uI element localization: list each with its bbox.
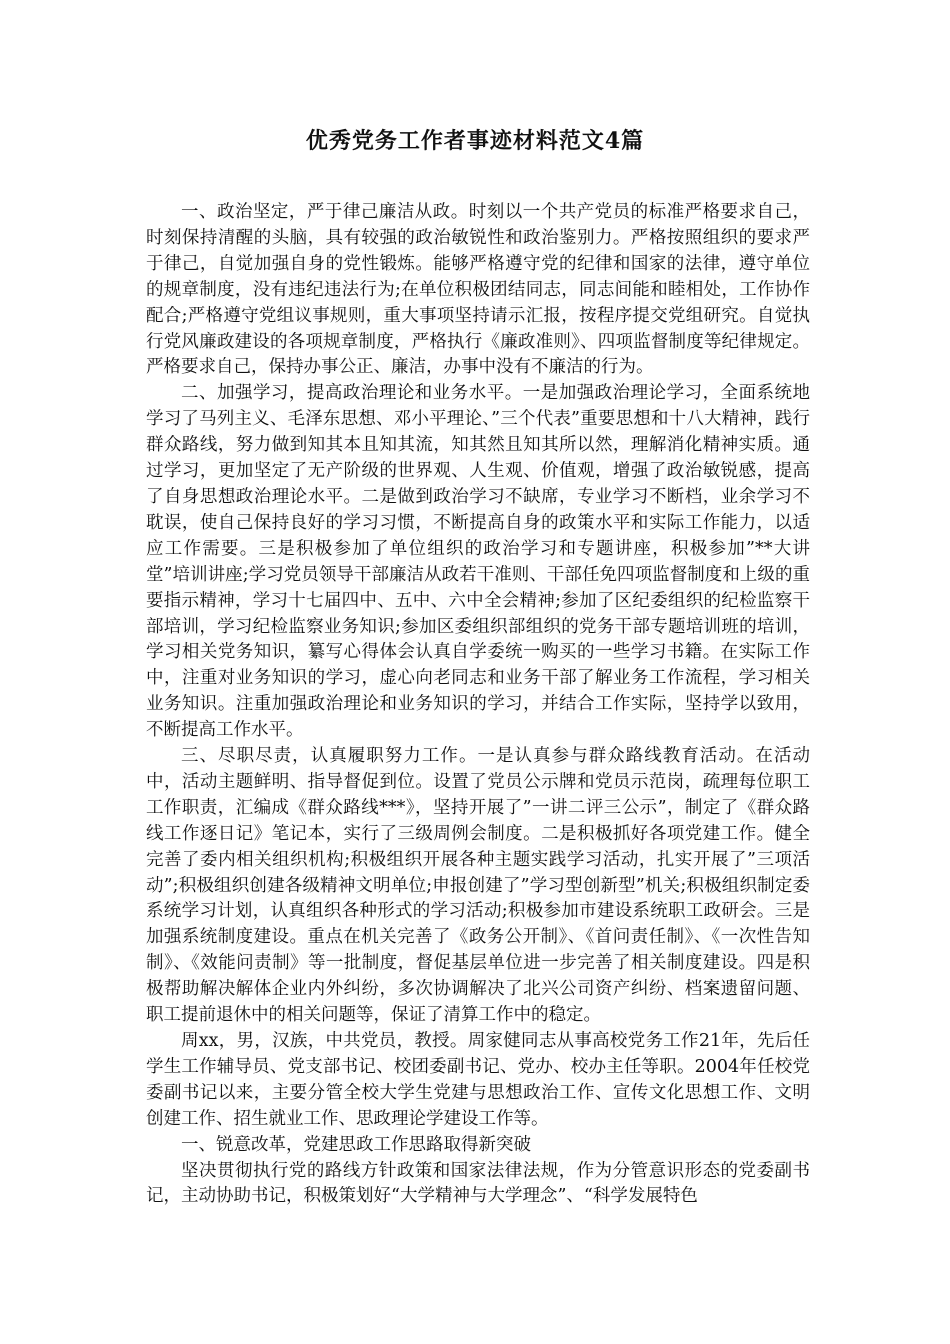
paragraph-strengthen-study: 二、加强学习，提高政治理论和业务水平。一是加强政治理论学习，全面系统地学习了马列主义、毛泽东思想、邓小平理论、”三个代表”重要思想和十八大精神，践行群众路线，努力做到知其本且知其流，知其然且知其所以然，理解消化精神实质。通过学习，更加坚定了无产阶级的世界观、人生观、价值观，增强了政治敏锐感，提高了自身思想政治理论水平。二是做到政治学习不缺席，专业学习不断档，业余学习不耽误，使自己保持良好的学习习惯，不断提高自身的政策水平和实际工作能力，以适应工作需要。三是积极参加了单位组织的政治学习和专题讲座，积极参加”**大讲堂”培训讲座;学习党员领导干部廉洁从政若干准则、干部任免四项监督制度和上级的重要指示精神，学习十七届四中、五中、六中全会精神;参加了区纪委组织的纪检监察干部培训，学习纪检监察业务知识;参加区委组织部组织的党务干部专题培训班的培训，学习相关党务知识，纂写心得体会认真自学委统一购买的一些学习书籍。在实际工作中，注重对业务知识的学习，虚心向老同志和业务干部了解业务工作流程，学习相关业务知识。注重加强政治理论和业务知识的学习，并结合工作实际，坚持学以致用，不断提高工作水平。 — [146, 383, 810, 741]
paragraph-political-stance: 一、政治坚定，严于律己廉洁从政。时刻以一个共产党员的标准严格要求自己，时刻保持清醒的头脑，具有较强的政治敏锐性和政治鉴别力。严格按照组织的要求严于律己，自觉加强自身的党性锻炼。能够严格遵守党的纪律和国家的法律，遵守单位的规章制度，没有违纪违法行为;在单位积极团结同志，同志间能和睦相处，工作协作配合;严格遵守党组议事规则，重大事项坚持请示汇报，按程序提交党组研究。自觉执行党风廉政建设的各项规章制度，严格执行《廉政准则》、四项监督制度等纪律规定。严格要求自己，保持办事公正、廉洁，办事中没有不廉洁的行为。 — [146, 202, 810, 378]
document-body — [146, 200, 810, 1210]
document-title: 优秀党务工作者事迹材料范文4篇 — [305, 128, 645, 154]
paragraph-duty-work: 三、尽职尽责，认真履职努力工作。一是认真参与群众路线教育活动。在活动中，活动主题鲜明、指导督促到位。设置了党员公示牌和党员示范岗，疏理每位职工工作职责，汇编成《群众路线***》，坚持开展了”一讲二评三公示”，制定了《群众路线工作逐日记》笔记本，实行了三级周例会制度。二是积极抓好各项党建工作。健全完善了委内相关组织机构;积极组织开展各种主题实践学习活动，扎实开展了”三项活动”;积极组织创建各级精神文明单位;申报创建了”学习型创新型”机关;积极组织制定委系统学习计划，认真组织各种形式的学习活动;积极参加市建设系统职工政研会。三是加强系统制度建设。重点在机关完善了《政务公开制》、《首问责任制》、《一次性告知制》、《效能问责制》等一批制度，督促基层单位进一步完善了相关制度建设。四是积极帮助解决解体企业内外纠纷，多次协调解决了北兴公司资产纠纷、档案遗留问题、职工提前退休中的相关问题等，保证了清算工作中的稳定。 — [146, 746, 810, 1026]
paragraph-profile-zhou: 周xx，男，汉族，中共党员，教授。周家健同志从事高校党务工作21年，先后任学生工作辅导员、党支部书记、校团委副书记、党办、校办主任等职。2004年任校党委副书记以来，主要分管全校大学生党建与思想政治工作、宣传文化思想工作、文明创建工作、招生就业工作、思政理论学建设工作等。 — [146, 1031, 810, 1129]
paragraph-policy-execution: 坚决贯彻执行党的路线方针政策和国家法律法规，作为分管意识形态的党委副书记，主动协助书记，积极策划好“大学精神与大学理念”、“科学发展特色 — [146, 1160, 810, 1207]
paragraph-section-heading: 一、锐意改革，党建思政工作思路取得新突破 — [181, 1134, 531, 1155]
